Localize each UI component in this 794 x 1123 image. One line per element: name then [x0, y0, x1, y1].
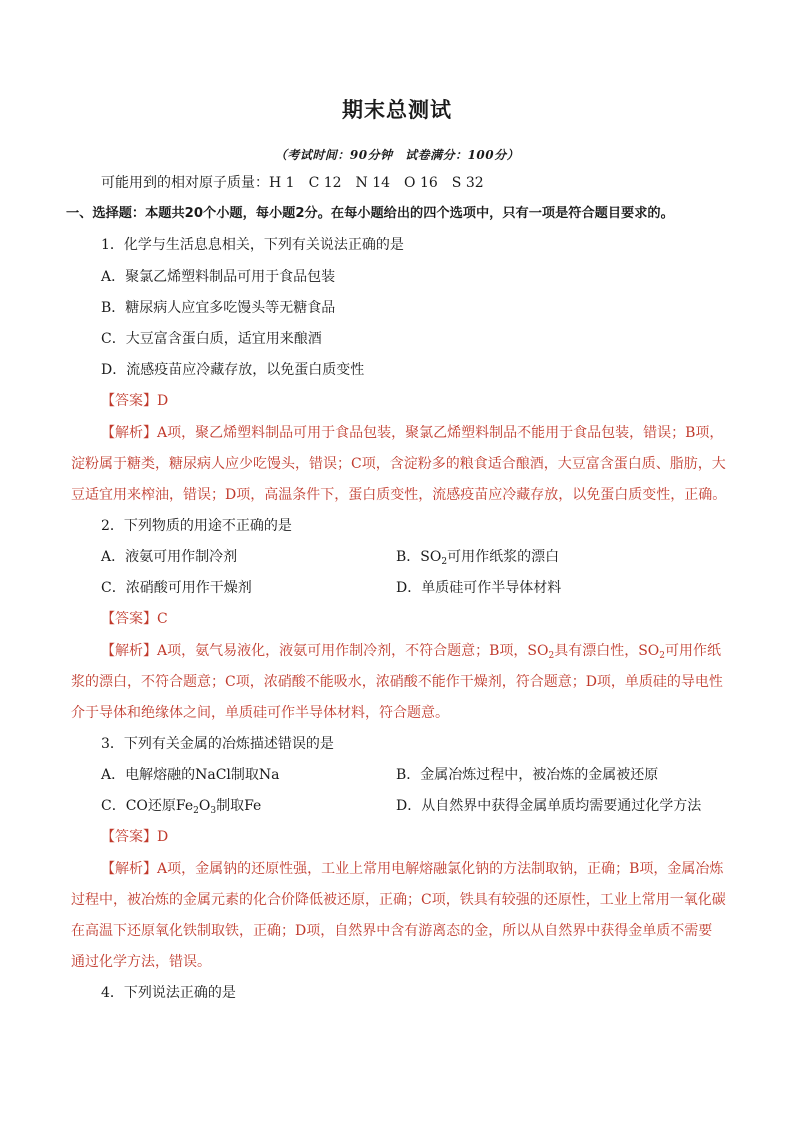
explanation-label: 【解析】 [101, 425, 157, 441]
question-1-explanation-line [101, 423, 723, 443]
exam-info: （考试时间：90分钟 试卷满分：100分） [274, 148, 520, 162]
option-text: 制取Fe [216, 798, 262, 814]
question-1-option-a: A．聚氯乙烯塑料制品可用于食品包装 [101, 269, 336, 285]
answer-value: C [157, 611, 168, 627]
question-1-option-d: D．流感疫苗应冷藏存放，以免蛋白质变性 [101, 362, 365, 378]
question-3-stem: 3．下列有关金属的冶炼描述错误的是 [101, 736, 334, 752]
subscript: 2 [441, 557, 448, 567]
question-2-option-b [396, 547, 559, 567]
subscript: 2 [659, 651, 666, 661]
option-text: C．CO还原Fe [101, 798, 194, 814]
option-text: 可用作纸浆的漂白 [447, 549, 560, 565]
question-3-explanation-line: 过程中，被冶炼的金属元素的化合价降低被还原，正确；C项，铁具有较强的还原性，工业上常用一氧化碳 [71, 892, 726, 908]
question-2-answer [101, 609, 168, 629]
explanation-label: 【解析】 [101, 643, 157, 659]
question-3-option-d: D．从自然界中获得金属单质均需要通过化学方法 [396, 798, 702, 814]
question-2-option-d: D．单质硅可作半导体材料 [396, 580, 562, 596]
question-3-option-c [101, 796, 261, 816]
question-4-stem: 4．下列说法正确的是 [101, 985, 236, 1001]
question-3-explanation-line: 通过化学方法，错误。 [71, 954, 211, 970]
explanation-label: 【解析】 [101, 861, 157, 877]
answer-label: 【答案】 [101, 393, 157, 409]
explanation-text: 可用作纸 [665, 643, 722, 659]
question-1-option-c: C．大豆富含蛋白质，适宜用来酿酒 [101, 331, 322, 347]
question-2-explanation-line: 浆的漂白，不符合题意；C项，浓硝酸不能吸水，浓硝酸不能作干燥剂，符合题意；D项，单质硅的导电性 [71, 674, 723, 690]
answer-label: 【答案】 [101, 829, 157, 845]
explanation-text: 具有漂白性，SO [554, 643, 660, 659]
explanation-text: A项，金属钠的还原性强，工业上常用电解熔融氯化钠的方法制取钠，正确；B项，金属冶炼 [157, 861, 724, 877]
explanation-text: A项，聚乙烯塑料制品可用于食品包装，聚氯乙烯塑料制品不能用于食品包装，错误；B项， [157, 425, 724, 441]
question-2-explanation-line [101, 641, 721, 661]
question-1-explanation-line: 淀粉属于糖类，糖尿病人应少吃馒头，错误；C项，含淀粉多的粮食适合酿酒，大豆富含蛋白质、脂肪，大 [71, 456, 726, 472]
question-2-option-a: A．液氨可用作制冷剂 [101, 549, 238, 565]
answer-label: 【答案】 [101, 611, 157, 627]
page-title: 期末总测试 [342, 98, 452, 122]
question-1-explanation-line: 豆适宜用来榨油，错误；D项，高温条件下，蛋白质变性，流感疫苗应冷藏存放，以免蛋白质变性，正确。 [71, 487, 727, 503]
question-2-explanation-line: 介于导体和绝缘体之间，单质硅可作半导体材料，符合题意。 [71, 705, 449, 721]
section-heading: 一、选择题：本题共20个小题，每小题2分。在每小题给出的四个选项中，只有一项是符合题目要求的。 [66, 206, 674, 221]
atomic-mass-line: 可能用到的相对原子质量：H 1 C 12 N 14 O 16 S 32 [101, 175, 484, 191]
question-3-option-b: B．金属冶炼过程中，被冶炼的金属被还原 [396, 767, 659, 783]
subscript: 3 [210, 806, 217, 816]
explanation-text: A项，氨气易液化，液氨可用作制冷剂，不符合题意；B项，SO [157, 643, 549, 659]
question-1-stem: 1．化学与生活息息相关，下列有关说法正确的是 [101, 237, 404, 253]
question-3-explanation-line [101, 859, 723, 879]
subscript: 2 [548, 651, 555, 661]
answer-value: D [157, 393, 169, 409]
subscript: 2 [193, 806, 199, 816]
question-3-option-a: A．电解熔融的NaCl制取Na [101, 767, 280, 783]
answer-value: D [157, 829, 169, 845]
option-text: B．SO [396, 549, 442, 565]
option-text: O [198, 798, 211, 814]
question-2-option-c: C．浓硝酸可用作干燥剂 [101, 580, 252, 596]
question-3-answer [101, 827, 168, 847]
question-1-option-b: B．糖尿病人应宜多吃馒头等无糖食品 [101, 300, 336, 316]
question-2-stem: 2．下列物质的用途不正确的是 [101, 518, 292, 534]
question-1-answer [101, 391, 168, 411]
question-3-explanation-line: 在高温下还原氧化铁制取铁，正确；D项，自然界中含有游离态的金，所以从自然界中获得金单质不需要 [71, 923, 713, 939]
